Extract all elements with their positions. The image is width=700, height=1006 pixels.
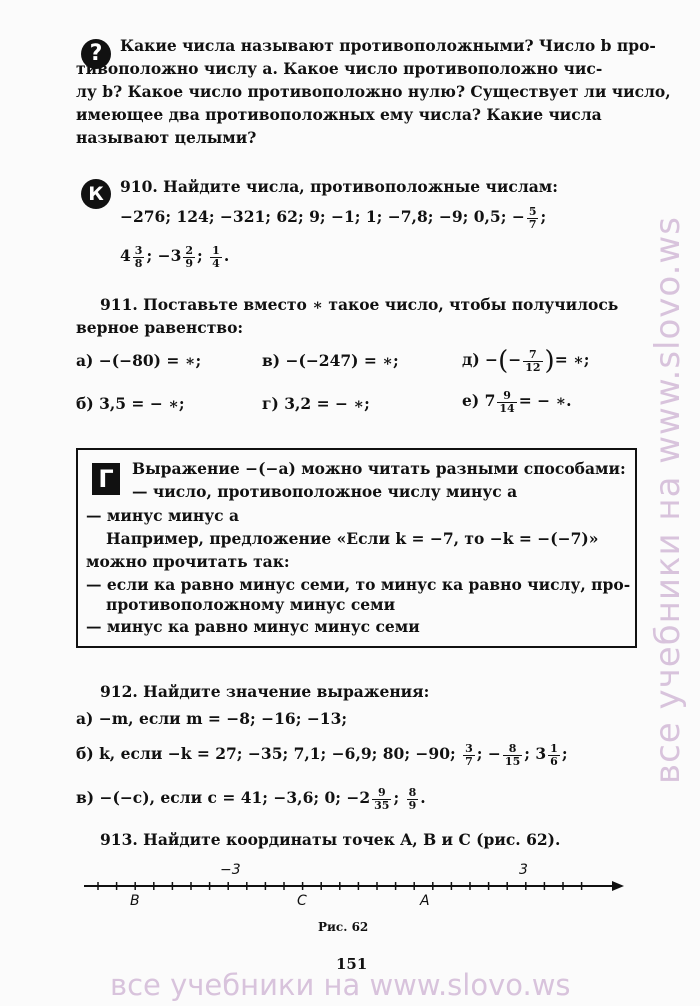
g-badge-icon: Г — [92, 463, 120, 495]
rule-line-4: Например, предложение «Если k = −7, то −k = −(−7)» — [106, 529, 599, 548]
point-b-label: B — [130, 893, 140, 909]
exercise-912-heading: 912. Найдите значение выражения: — [100, 682, 430, 701]
exercise-911-line-1: 911. Поставьте вместо ∗ такое число, чтобы получилось — [100, 295, 619, 314]
rule-line-6: — если ка равно минус семи, то минус ка равно числу, про- — [86, 575, 631, 594]
rule-line-7: противоположному минус семи — [106, 595, 396, 614]
numbers-list: −276; 124; −321; 62; 9; −1; 1; −7,8; −9; 0,5; − — [120, 207, 525, 227]
fraction: $\frac{5}{7}$ — [528, 205, 537, 231]
watermark-vertical: все учебники на www.slovo.ws — [648, 216, 688, 784]
question-line-1: Какие числа называют противоположными? Число b про- — [120, 36, 656, 55]
rule-line-2: — число, противоположное числу минус a — [132, 482, 518, 501]
page-number: 151 — [336, 955, 368, 973]
fraction: $\frac{1}{4}$ — [212, 244, 220, 270]
tick-label-minus-3: −3 — [220, 862, 241, 878]
number-line — [84, 876, 624, 898]
exercise-911-v: в) −(−247) = ∗; — [262, 351, 399, 370]
exercise-text: Найдите числа, противоположные числам: — [163, 177, 558, 196]
question-line-4: имеющее два противоположных ему числа? Какие числа — [76, 105, 602, 124]
exercise-913-heading: 913. Найдите координаты точек A, B и C (рис. 62). — [100, 830, 561, 849]
rule-line-1: Выражение −(−a) можно читать разными способами: — [132, 459, 626, 478]
question-line-5: называют целыми? — [76, 128, 257, 147]
exercise-912-b: б) k, если −k = 27; −35; 7,1; −6,9; 80; −90; $\frac{3}{7}$ ; − $\frac{8}{15}$ ; 3 $\frac{1}{6}$ ; — [76, 742, 568, 768]
watermark-bottom: все учебники на www.slovo.ws — [110, 968, 571, 1002]
question-line-2: тивоположно числу a. Какое число противоположно чис- — [76, 59, 603, 78]
exercise-912-a: а) −m, если m = −8; −16; −13; — [76, 709, 348, 728]
exercise-911-a: а) −(−80) = ∗; — [76, 351, 202, 370]
rule-line-5: можно прочитать так: — [86, 552, 290, 571]
exercise-911-line-2: верное равенство: — [76, 318, 244, 337]
question-mark-icon: ? — [81, 39, 111, 69]
exercise-912-v: в) −(−c), если c = 41; −3,6; 0; −2 $\frac{9}{35}$ ; $\frac{8}{9}$ . — [76, 786, 426, 812]
exercise-911-g: г) 3,2 = − ∗; — [262, 394, 370, 413]
exercise-911-b: б) 3,5 = − ∗; — [76, 394, 185, 413]
fraction: $\frac{3}{8}$ — [134, 244, 143, 270]
exercise-911-e: е) 7 $\frac{9}{14}$ = − ∗. — [462, 389, 572, 415]
exercise-910-row-1: −276; 124; −321; 62; 9; −1; 1; −7,8; −9; 0,5; − $\frac{5}{7}$ ; — [120, 205, 547, 231]
fraction: $\frac{2}{9}$ — [185, 244, 194, 270]
rule-line-3: — минус минус a — [86, 506, 240, 525]
exercise-911-d: д) −(− $\frac{7}{12}$ )= ∗; — [462, 346, 590, 376]
figure-caption: Рис. 62 — [318, 920, 369, 934]
tick-label-3: 3 — [519, 862, 528, 878]
question-line-3: лу b? Какое число противоположно нулю? Существует ли число, — [76, 82, 671, 101]
point-a-label: A — [420, 893, 430, 909]
exercise-910-row-2: 4 $\frac{3}{8}$ ; −3 $\frac{2}{9}$ ; $\frac{1}{4}$ . — [120, 244, 230, 270]
exercise-910-heading — [120, 179, 558, 195]
rule-line-8: — минус ка равно минус минус семи — [86, 617, 420, 636]
point-c-label: C — [297, 893, 307, 909]
k-badge-icon: К — [81, 179, 111, 209]
exercise-number: 910. — [120, 177, 158, 196]
